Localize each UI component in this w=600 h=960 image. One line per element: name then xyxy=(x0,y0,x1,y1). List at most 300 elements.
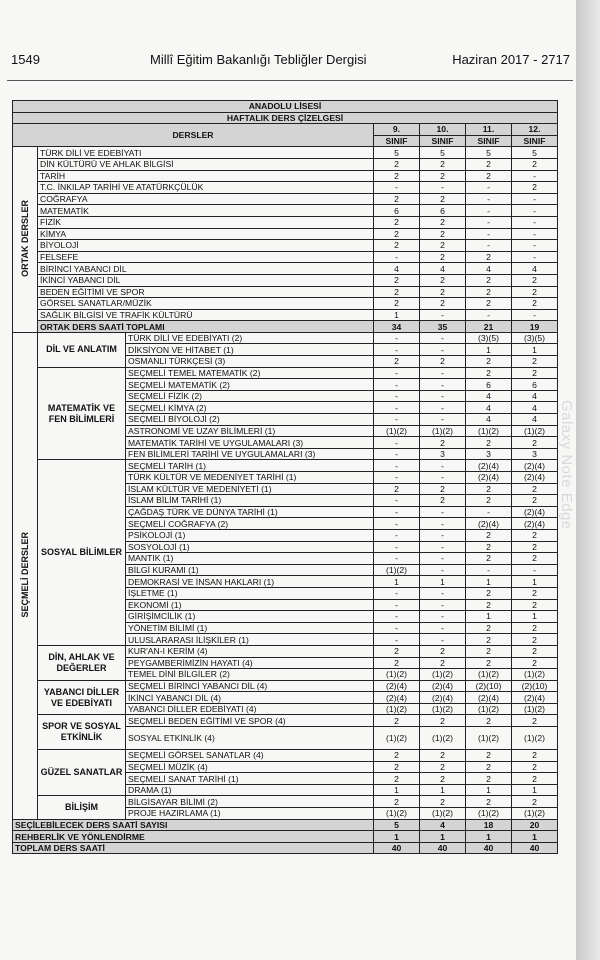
grade-10-hours: (2)(4) xyxy=(420,680,466,692)
grade-9-hours: - xyxy=(374,379,420,391)
table-row xyxy=(13,367,558,379)
group-label: SOSYAL BİLİMLER xyxy=(38,460,126,646)
course-name: SOSYOLOJİ (1) xyxy=(126,541,374,553)
grade-label: SINIF xyxy=(374,135,420,147)
grade-12-hours: 4 xyxy=(512,390,558,402)
course-name: YÖNETİM BİLİMİ (1) xyxy=(126,622,374,634)
grade-9-hours: 5 xyxy=(374,819,420,831)
grade-12-hours: 2 xyxy=(512,274,558,286)
grade-12-hours: - xyxy=(512,228,558,240)
grade-9-hours: - xyxy=(374,448,420,460)
grade-9-hours: - xyxy=(374,634,420,646)
course-name: YABANCI DİLLER EDEBİYATI (4) xyxy=(126,703,374,715)
grade-12-hours: (1)(2) xyxy=(512,669,558,681)
grade-9-hours: 2 xyxy=(374,193,420,205)
grade-11-hours: 2 xyxy=(466,599,512,611)
grade-12-hours: 2 xyxy=(512,286,558,298)
grade-11-hours: - xyxy=(466,205,512,217)
grade-10-hours: - xyxy=(420,529,466,541)
grade-12-hours: 2 xyxy=(512,437,558,449)
grade-9-hours: (1)(2) xyxy=(374,703,420,715)
grade-9-hours: (1)(2) xyxy=(374,727,420,750)
grade-11-hours: (1)(2) xyxy=(466,425,512,437)
grade-12-hours: (2)(4) xyxy=(512,460,558,472)
grade-9-hours: 1 xyxy=(374,576,420,588)
course-name: BİRİNCİ YABANCI DİL xyxy=(38,263,374,275)
course-name: PEYGAMBERİMİZİN HAYATI (4) xyxy=(126,657,374,669)
grade-11-hours: 2 xyxy=(466,298,512,310)
table-row xyxy=(13,286,558,298)
grade-11-hours: 2 xyxy=(466,170,512,182)
grade-number: 11. xyxy=(466,124,512,136)
course-name: SEÇMELİ FİZİK (2) xyxy=(126,390,374,402)
grade-10-hours: 2 xyxy=(420,251,466,263)
grade-9-hours: 2 xyxy=(374,170,420,182)
grade-10-hours: 5 xyxy=(420,147,466,159)
grade-9-hours: 1 xyxy=(374,784,420,796)
grade-9-hours: - xyxy=(374,622,420,634)
grade-12-hours: 2 xyxy=(512,158,558,170)
grade-9-hours: 34 xyxy=(374,321,420,333)
course-name: COĞRAFYA xyxy=(38,193,374,205)
grade-9-hours: 6 xyxy=(374,205,420,217)
course-name: KİMYA xyxy=(38,228,374,240)
grade-12-hours: 5 xyxy=(512,147,558,159)
course-name: SEÇMELİ TEMEL MATEMATİK (2) xyxy=(126,367,374,379)
table-row xyxy=(13,170,558,182)
grade-11-hours: - xyxy=(466,564,512,576)
grade-12-hours: - xyxy=(512,564,558,576)
grade-11-hours: (2)(4) xyxy=(466,692,512,704)
grade-10-hours: 1 xyxy=(420,576,466,588)
grade-10-hours: - xyxy=(420,332,466,344)
grade-number: 12. xyxy=(512,124,558,136)
ortak-total-row xyxy=(13,321,558,333)
grade-10-hours: 2 xyxy=(420,495,466,507)
grade-12-hours: 1 xyxy=(512,831,558,843)
course-name: SEÇMELİ MATEMATİK (2) xyxy=(126,379,374,391)
course-name: MATEMATİK TARİHİ VE UYGULAMALARI (3) xyxy=(126,437,374,449)
grade-9-hours: - xyxy=(374,529,420,541)
grade-12-hours: 2 xyxy=(512,622,558,634)
grade-11-hours: (2)(10) xyxy=(466,680,512,692)
grade-11-hours: 3 xyxy=(466,448,512,460)
grade-9-hours: (2)(4) xyxy=(374,692,420,704)
grade-10-hours: - xyxy=(420,390,466,402)
grade-11-hours: 2 xyxy=(466,251,512,263)
grade-10-hours: 1 xyxy=(420,831,466,843)
grade-12-hours: 2 xyxy=(512,356,558,368)
grade-9-hours: - xyxy=(374,437,420,449)
grade-12-hours: 1 xyxy=(512,784,558,796)
grade-9-hours: - xyxy=(374,402,420,414)
grade-12-hours: 4 xyxy=(512,402,558,414)
grade-10-hours: (1)(2) xyxy=(420,703,466,715)
course-name: TARİH xyxy=(38,170,374,182)
schedule-subtitle: HAFTALIK DERS ÇİZELGESİ xyxy=(13,112,558,124)
grade-number: 10. xyxy=(420,124,466,136)
grade-10-hours: - xyxy=(420,402,466,414)
grade-9-hours: - xyxy=(374,182,420,194)
grade-9-hours: (1)(2) xyxy=(374,808,420,820)
grade-9-hours: - xyxy=(374,553,420,565)
table-row xyxy=(13,332,558,344)
table-row xyxy=(13,680,558,692)
group-label: MATEMATİK VE FEN BİLİMLERİ xyxy=(38,367,126,460)
group-label: BİLİŞİM xyxy=(38,796,126,819)
grade-9-hours: 40 xyxy=(374,842,420,854)
grade-12-hours: 19 xyxy=(512,321,558,333)
grade-10-hours: 2 xyxy=(420,761,466,773)
course-name: SEÇMELİ GÖRSEL SANATLAR (4) xyxy=(126,750,374,762)
grade-11-hours: 4 xyxy=(466,414,512,426)
group-label: DİL VE ANLATIM xyxy=(38,332,126,367)
table-row xyxy=(13,460,558,472)
grade-12-hours: 2 xyxy=(512,657,558,669)
grade-12-hours: 2 xyxy=(512,182,558,194)
grade-11-hours: 2 xyxy=(466,715,512,727)
grade-11-hours: 1 xyxy=(466,611,512,623)
course-name: SEÇMELİ TARİH (1) xyxy=(126,460,374,472)
table-row xyxy=(13,147,558,159)
table-row xyxy=(13,274,558,286)
grade-12-hours: (2)(4) xyxy=(512,506,558,518)
course-name: SEÇMELİ KİMYA (2) xyxy=(126,402,374,414)
table-row xyxy=(13,715,558,727)
grade-10-hours: (1)(2) xyxy=(420,808,466,820)
grade-label: SINIF xyxy=(512,135,558,147)
dersler-header: DERSLER xyxy=(13,124,374,147)
grade-10-hours: 6 xyxy=(420,205,466,217)
grade-12-hours: - xyxy=(512,216,558,228)
grade-12-hours: 1 xyxy=(512,344,558,356)
grade-11-hours: - xyxy=(466,309,512,321)
grade-9-hours: 2 xyxy=(374,483,420,495)
summary-label: TOPLAM DERS SAATİ xyxy=(13,842,374,854)
group-label: DİN, AHLAK VE DEĞERLER xyxy=(38,645,126,680)
grade-10-hours: 2 xyxy=(420,483,466,495)
group-label: YABANCI DİLLER VE EDEBİYATI xyxy=(38,680,126,715)
grade-10-hours: 2 xyxy=(420,773,466,785)
course-name: İŞLETME (1) xyxy=(126,587,374,599)
grade-10-hours: - xyxy=(420,518,466,530)
grade-11-hours: - xyxy=(466,506,512,518)
grade-12-hours: (1)(2) xyxy=(512,727,558,750)
grade-12-hours: - xyxy=(512,240,558,252)
course-name: SEÇMELİ BEDEN EĞİTİMİ VE SPOR (4) xyxy=(126,715,374,727)
table-row xyxy=(13,216,558,228)
grade-12-hours: 2 xyxy=(512,773,558,785)
grade-11-hours: 4 xyxy=(466,390,512,402)
grade-12-hours: 2 xyxy=(512,634,558,646)
grade-9-hours: - xyxy=(374,472,420,484)
course-name: EKONOMİ (1) xyxy=(126,599,374,611)
grade-10-hours: - xyxy=(420,541,466,553)
grade-12-hours: 2 xyxy=(512,761,558,773)
grade-12-hours: 1 xyxy=(512,611,558,623)
grade-9-hours: (1)(2) xyxy=(374,564,420,576)
summary-row xyxy=(13,831,558,843)
grade-12-hours: - xyxy=(512,309,558,321)
grade-12-hours: 40 xyxy=(512,842,558,854)
grade-12-hours: (1)(2) xyxy=(512,703,558,715)
grade-9-hours: 1 xyxy=(374,309,420,321)
grade-11-hours: 2 xyxy=(466,750,512,762)
course-name: SEÇMELİ MÜZİK (4) xyxy=(126,761,374,773)
course-name: SOSYAL ETKİNLİK (4) xyxy=(126,727,374,750)
table-row xyxy=(13,182,558,194)
summary-row xyxy=(13,819,558,831)
grade-11-hours: 2 xyxy=(466,437,512,449)
course-name: PROJE HAZIRLAMA (1) xyxy=(126,808,374,820)
grade-10-hours: 4 xyxy=(420,263,466,275)
grade-11-hours: (2)(4) xyxy=(466,460,512,472)
grade-10-hours: 2 xyxy=(420,158,466,170)
grade-11-hours: 1 xyxy=(466,784,512,796)
grade-10-hours: - xyxy=(420,460,466,472)
grade-11-hours: 2 xyxy=(466,541,512,553)
grade-11-hours: 4 xyxy=(466,263,512,275)
course-name: TEMEL DİNİ BİLGİLER (2) xyxy=(126,669,374,681)
course-name: SEÇMELİ BİRİNCİ YABANCI DİL (4) xyxy=(126,680,374,692)
grade-11-hours: (3)(5) xyxy=(466,332,512,344)
course-name: İSLAM KÜLTÜR VE MEDENİYETİ (1) xyxy=(126,483,374,495)
grade-9-hours: (1)(2) xyxy=(374,669,420,681)
grade-10-hours: - xyxy=(420,379,466,391)
course-name: MANTIK (1) xyxy=(126,553,374,565)
grade-9-hours: - xyxy=(374,460,420,472)
grade-12-hours: 2 xyxy=(512,796,558,808)
grade-11-hours: (1)(2) xyxy=(466,808,512,820)
grade-9-hours: - xyxy=(374,611,420,623)
grade-9-hours: 2 xyxy=(374,216,420,228)
grade-11-hours: - xyxy=(466,182,512,194)
grade-12-hours: 2 xyxy=(512,750,558,762)
grade-12-hours: (2)(4) xyxy=(512,518,558,530)
grade-10-hours: 2 xyxy=(420,437,466,449)
group-label: GÜZEL SANATLAR xyxy=(38,750,126,796)
grade-10-hours: - xyxy=(420,367,466,379)
course-name: DEMOKRASİ VE İNSAN HAKLARI (1) xyxy=(126,576,374,588)
grade-11-hours: 21 xyxy=(466,321,512,333)
table-row xyxy=(13,309,558,321)
course-name: ULUSLARARASI İLİŞKİLER (1) xyxy=(126,634,374,646)
grade-12-hours: 2 xyxy=(512,599,558,611)
grade-11-hours: 2 xyxy=(466,367,512,379)
grade-9-hours: - xyxy=(374,518,420,530)
grade-11-hours: 2 xyxy=(466,483,512,495)
grade-11-hours: 2 xyxy=(466,587,512,599)
grade-label: SINIF xyxy=(466,135,512,147)
grade-9-hours: - xyxy=(374,344,420,356)
grade-11-hours: - xyxy=(466,240,512,252)
course-name: TÜRK DİLİ VE EDEBİYATI (2) xyxy=(126,332,374,344)
grade-10-hours: 4 xyxy=(420,819,466,831)
grade-10-hours: 2 xyxy=(420,193,466,205)
grade-9-hours: 2 xyxy=(374,773,420,785)
grade-11-hours: 2 xyxy=(466,645,512,657)
grade-11-hours: 1 xyxy=(466,831,512,843)
grade-10-hours: 1 xyxy=(420,784,466,796)
grade-10-hours: 35 xyxy=(420,321,466,333)
weekly-schedule-table xyxy=(12,100,558,854)
header-rule xyxy=(7,80,573,81)
grade-11-hours: 1 xyxy=(466,576,512,588)
grade-9-hours: - xyxy=(374,332,420,344)
grade-9-hours: - xyxy=(374,599,420,611)
grade-10-hours: - xyxy=(420,599,466,611)
grade-12-hours: 2 xyxy=(512,645,558,657)
grade-11-hours: (1)(2) xyxy=(466,703,512,715)
page-edge-shadow xyxy=(576,0,600,960)
grade-10-hours: (2)(4) xyxy=(420,692,466,704)
course-name: KUR'AN-I KERİM (4) xyxy=(126,645,374,657)
grade-11-hours: 2 xyxy=(466,274,512,286)
grade-10-hours: - xyxy=(420,587,466,599)
course-name: ASTRONOMİ VE UZAY BİLİMLERİ (1) xyxy=(126,425,374,437)
grade-11-hours: - xyxy=(466,216,512,228)
grade-12-hours: 2 xyxy=(512,298,558,310)
grade-12-hours: 2 xyxy=(512,553,558,565)
grade-11-hours: 2 xyxy=(466,158,512,170)
grade-10-hours: - xyxy=(420,472,466,484)
grade-12-hours: 3 xyxy=(512,448,558,460)
course-name: FELSEFE xyxy=(38,251,374,263)
grade-12-hours: 2 xyxy=(512,367,558,379)
grade-12-hours: 2 xyxy=(512,483,558,495)
grade-9-hours: - xyxy=(374,390,420,402)
grade-10-hours: - xyxy=(420,506,466,518)
grade-12-hours: (1)(2) xyxy=(512,425,558,437)
grade-12-hours: 2 xyxy=(512,541,558,553)
grade-label: SINIF xyxy=(420,135,466,147)
grade-header-row xyxy=(13,124,558,136)
grade-10-hours: 2 xyxy=(420,216,466,228)
course-name: GÖRSEL SANATLAR/MÜZİK xyxy=(38,298,374,310)
course-name: BİLGİ KURAMI (1) xyxy=(126,564,374,576)
course-name: BEDEN EĞİTİMİ VE SPOR xyxy=(38,286,374,298)
grade-9-hours: 5 xyxy=(374,147,420,159)
grade-9-hours: - xyxy=(374,251,420,263)
grade-10-hours: 40 xyxy=(420,842,466,854)
grade-9-hours: - xyxy=(374,541,420,553)
grade-11-hours: 1 xyxy=(466,344,512,356)
course-name: SEÇMELİ BİYOLOJİ (2) xyxy=(126,414,374,426)
grade-12-hours: 20 xyxy=(512,819,558,831)
grade-9-hours: 2 xyxy=(374,286,420,298)
course-name: PSİKOLOJİ (1) xyxy=(126,529,374,541)
grade-12-hours: - xyxy=(512,193,558,205)
course-name: SEÇMELİ COĞRAFYA (2) xyxy=(126,518,374,530)
grade-10-hours: - xyxy=(420,564,466,576)
grade-12-hours: - xyxy=(512,251,558,263)
secmeli-dersler-label: SEÇMELİ DERSLER xyxy=(20,531,30,618)
grade-9-hours: 2 xyxy=(374,645,420,657)
grade-9-hours: 2 xyxy=(374,796,420,808)
grade-12-hours: 1 xyxy=(512,576,558,588)
grade-10-hours: 2 xyxy=(420,298,466,310)
grade-10-hours: 2 xyxy=(420,796,466,808)
grade-9-hours: 2 xyxy=(374,356,420,368)
grade-11-hours: 6 xyxy=(466,379,512,391)
grade-10-hours: 2 xyxy=(420,657,466,669)
grade-10-hours: 2 xyxy=(420,228,466,240)
grade-12-hours: (1)(2) xyxy=(512,808,558,820)
grade-11-hours: 2 xyxy=(466,553,512,565)
grade-11-hours: 40 xyxy=(466,842,512,854)
grade-9-hours: 2 xyxy=(374,298,420,310)
grade-10-hours: 2 xyxy=(420,274,466,286)
grade-11-hours: 2 xyxy=(466,622,512,634)
table-row xyxy=(13,263,558,275)
summary-label: REHBERLİK VE YÖNLENDİRME xyxy=(13,831,374,843)
table-row xyxy=(13,796,558,808)
grade-12-hours: (2)(10) xyxy=(512,680,558,692)
subtitle-row xyxy=(13,112,558,124)
grade-11-hours: - xyxy=(466,228,512,240)
grade-9-hours: 2 xyxy=(374,750,420,762)
grade-9-hours: 2 xyxy=(374,240,420,252)
course-name: FİZİK xyxy=(38,216,374,228)
course-name: İKİNCİ YABANCI DİL xyxy=(38,274,374,286)
course-name: SEÇMELİ SANAT TARİHİ (1) xyxy=(126,773,374,785)
school-title: ANADOLU LİSESİ xyxy=(13,101,558,113)
grade-11-hours: 2 xyxy=(466,634,512,646)
grade-9-hours: - xyxy=(374,414,420,426)
ortak-dersler-label: ORTAK DERSLER xyxy=(20,200,30,278)
grade-10-hours: - xyxy=(420,414,466,426)
grade-11-hours: 18 xyxy=(466,819,512,831)
course-name: DRAMA (1) xyxy=(126,784,374,796)
course-name: DİN KÜLTÜRÜ VE AHLAK BİLGİSİ xyxy=(38,158,374,170)
course-name: İKİNCİ YABANCI DİL (4) xyxy=(126,692,374,704)
grade-12-hours: 4 xyxy=(512,263,558,275)
page-header xyxy=(0,45,576,73)
grade-11-hours: 4 xyxy=(466,402,512,414)
grade-9-hours: - xyxy=(374,506,420,518)
title-row xyxy=(13,101,558,113)
grade-10-hours: - xyxy=(420,634,466,646)
table-row xyxy=(13,193,558,205)
course-name: MATEMATİK xyxy=(38,205,374,217)
grade-11-hours: 2 xyxy=(466,657,512,669)
grade-10-hours: 2 xyxy=(420,645,466,657)
grade-9-hours: - xyxy=(374,367,420,379)
grade-12-hours: (2)(4) xyxy=(512,472,558,484)
grade-11-hours: 2 xyxy=(466,356,512,368)
grade-9-hours: 1 xyxy=(374,831,420,843)
table-row xyxy=(13,205,558,217)
journal-title: Millî Eğitim Bakanlığı Tebliğler Dergisi xyxy=(150,52,367,67)
grade-12-hours: 2 xyxy=(512,529,558,541)
grade-9-hours: 4 xyxy=(374,263,420,275)
grade-12-hours: 6 xyxy=(512,379,558,391)
table-row xyxy=(13,158,558,170)
grade-10-hours: 2 xyxy=(420,750,466,762)
grade-12-hours: 2 xyxy=(512,495,558,507)
grade-11-hours: (2)(4) xyxy=(466,518,512,530)
grade-10-hours: - xyxy=(420,611,466,623)
grade-9-hours: 2 xyxy=(374,657,420,669)
secmeli-dersler-side-label xyxy=(13,332,38,819)
grade-11-hours: 2 xyxy=(466,529,512,541)
grade-10-hours: - xyxy=(420,344,466,356)
table-row xyxy=(13,240,558,252)
grade-number: 9. xyxy=(374,124,420,136)
grade-9-hours: 2 xyxy=(374,274,420,286)
table-row xyxy=(13,750,558,762)
course-name: TÜRK DİLİ VE EDEBİYATI xyxy=(38,147,374,159)
